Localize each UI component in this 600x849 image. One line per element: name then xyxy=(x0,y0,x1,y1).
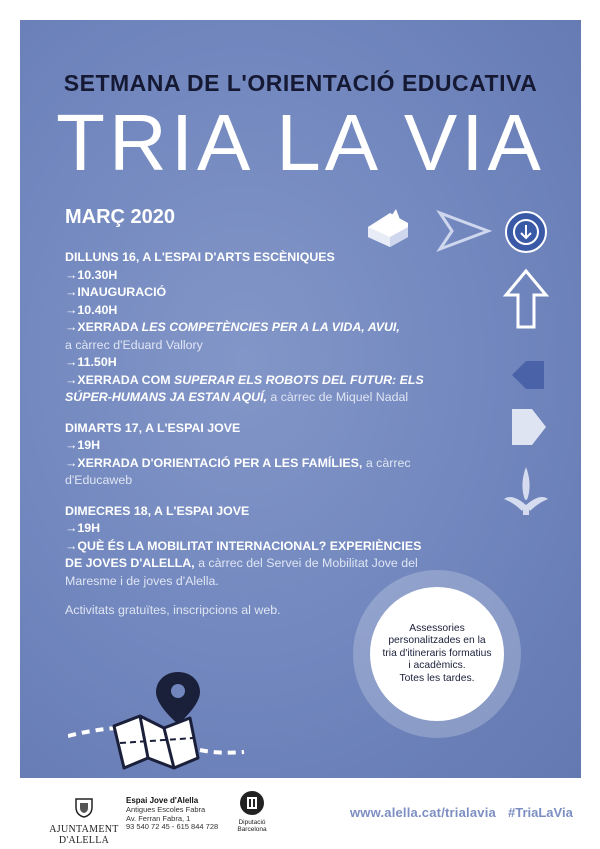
espai-jove-contact xyxy=(126,797,218,832)
coat-of-arms-icon xyxy=(72,795,96,819)
counselling-text: Assessories personalitzades en la tria d'itineraris formatius i acadèmics. xyxy=(382,622,492,672)
espai-address-1: Antigues Escoles Fabra xyxy=(126,804,206,814)
drop-fountain-icon xyxy=(504,467,548,515)
hashtag: #TriaLaVia xyxy=(508,805,573,820)
right-arrow-icon: → xyxy=(65,355,78,369)
list-item: →19H xyxy=(65,521,101,535)
diputacio-seal-icon xyxy=(239,790,265,816)
counselling-schedule: Totes les tardes. xyxy=(399,672,475,684)
download-circle-icon xyxy=(506,212,546,252)
right-arrow-icon: → xyxy=(65,521,78,535)
diputacio-line2: Barcelona xyxy=(237,826,267,833)
folded-map-icon xyxy=(68,668,248,778)
ajuntament-name: AJUNTAMENT D'ALELLA xyxy=(49,824,119,846)
espai-address-2: Av. Ferran Fabra, 1 xyxy=(126,813,191,823)
list-item: →10.30H xyxy=(65,267,118,282)
espai-name: Espai Jove d'Alella xyxy=(126,796,199,805)
wednesday-heading: DIMECRES 18, A L'ESPAI JOVE xyxy=(65,503,250,518)
right-arrow-icon: → xyxy=(65,302,78,317)
speaker-note: a càrrec d'Educaweb xyxy=(65,455,411,487)
diputacio-line1: Diputació xyxy=(238,818,266,826)
right-arrow-icon: → xyxy=(65,455,78,470)
right-arrow-icon: → xyxy=(65,320,78,334)
list-item: →XERRADA D'ORIENTACIÓ PER A LES FAMÍLIES, a càrrec d'Educaweb xyxy=(65,455,411,487)
right-arrow-icon xyxy=(512,409,546,445)
paper-plane-icon xyxy=(440,213,488,249)
monday-heading: DILLUNS 16, A L'ESPAI D'ARTS ESCÈNIQUES xyxy=(65,250,335,264)
espai-phone: 93 540 72 45 - 615 844 728 xyxy=(126,822,219,832)
event-title: TRIA LA VIA xyxy=(56,98,545,187)
speaker-note: a càrrec de Miquel Nadal xyxy=(270,390,409,404)
speaker-note: a càrrec d'Eduard Vallory xyxy=(65,337,203,352)
ajuntament-logo xyxy=(44,795,124,846)
list-item: →XERRADA LES COMPETÈNCIES PER A LA VIDA, AVUI, xyxy=(65,320,400,334)
event-subtitle: SETMANA DE L'ORIENTACIÓ EDUCATIVA xyxy=(63,70,538,96)
list-item: →XERRADA COM SUPERAR ELS ROBOTS DEL FUTUR: ELS SÚPER-HUMANS JA ESTAN AQUÍ, a càrrec de Miquel Nadal xyxy=(65,372,424,404)
right-arrow-icon: → xyxy=(65,285,78,299)
right-arrow-icon: → xyxy=(65,267,78,282)
cube-arrow-icon xyxy=(368,209,408,247)
website-link[interactable]: www.alella.cat/trialavia xyxy=(350,805,496,820)
right-arrow-icon: → xyxy=(65,438,78,452)
list-item: →11.50H xyxy=(65,355,117,369)
program xyxy=(65,249,435,620)
event-date: MARÇ 2020 xyxy=(65,206,176,228)
list-item: →19H xyxy=(65,438,101,452)
diputacio-logo xyxy=(232,790,272,834)
tuesday-heading: DIMARTS 17, A L'ESPAI JOVE xyxy=(65,420,241,435)
map-pin-icon xyxy=(156,672,200,724)
speaker-note: a càrrec del Servei de Mobilitat Jove del Maresme i de joves d'Alella. xyxy=(65,556,418,588)
left-arrow-icon xyxy=(512,361,544,389)
list-item: →INAUGURACIÓ xyxy=(65,285,167,299)
list-item: →10.40H xyxy=(65,302,118,317)
right-arrow-icon: → xyxy=(65,538,78,553)
right-arrow-icon: → xyxy=(65,372,78,387)
counselling-badge xyxy=(370,587,504,721)
up-arrow-icon xyxy=(506,271,546,327)
free-activities-note: Activitats gratuïtes, inscripcions al web. xyxy=(65,603,281,617)
list-item: →QUÈ ÉS LA MOBILITAT INTERNACIONAL? EXPERIÈNCIES DE JOVES D'ALELLA, a càrrec del Servei de Mobilitat Jove del Maresme i de joves d'Alella. xyxy=(65,538,422,588)
